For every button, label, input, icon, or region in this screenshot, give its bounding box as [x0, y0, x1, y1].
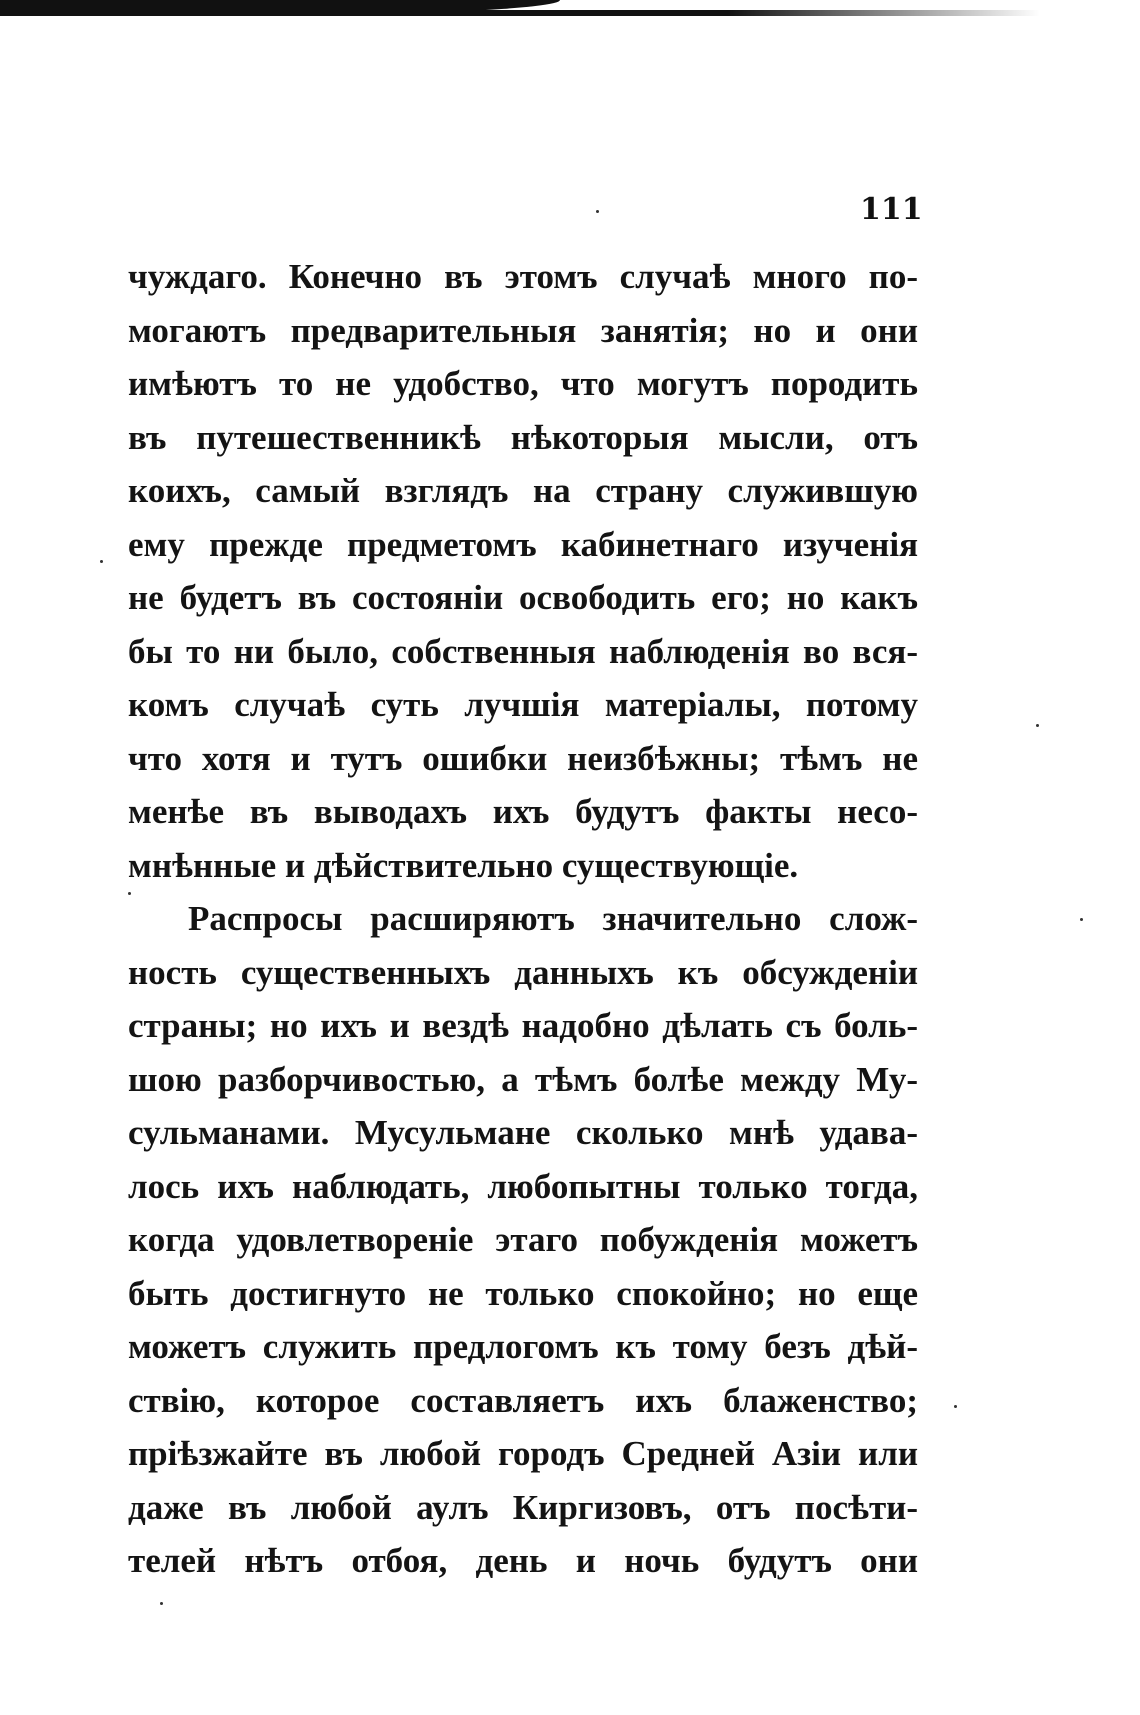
body-text: [128, 250, 918, 1588]
text-line: коихъ, самый взглядъ на страну служившую: [128, 471, 918, 510]
text-line: комъ случаѣ суть лучшія матеріалы, потому: [128, 685, 918, 724]
text-line: не будетъ въ состояніи освободить его; но какъ: [128, 578, 918, 617]
paragraph-1: [128, 250, 918, 892]
text-line: ему прежде предметомъ кабинетнаго изученія: [128, 524, 918, 564]
print-speck: [100, 560, 103, 563]
paragraph-2: [128, 892, 918, 1588]
text-line: Распросы расширяютъ значительно слож-: [188, 899, 918, 938]
print-speck: [1036, 724, 1039, 727]
text-line: когда удовлетвореніе этаго побужденія можетъ: [128, 1220, 918, 1259]
text-line: въ путешественникѣ нѣкоторыя мысли, отъ: [128, 417, 918, 457]
print-speck: [954, 1405, 957, 1408]
text-line: быть достигнуто не только спокойно; но еще: [128, 1273, 918, 1313]
text-line: бы то ни было, собственныя наблюденія во вся-: [128, 631, 918, 671]
print-speck: [596, 210, 599, 213]
text-line: страны; но ихъ и вездѣ надобно дѣлать съ боль-: [128, 1006, 918, 1045]
text-line: ность существенныхъ данныхъ къ обсужденіи: [128, 952, 918, 992]
text-line: можетъ служить предлогомъ къ тому безъ дѣй-: [128, 1327, 918, 1366]
text-line: лось ихъ наблюдать, любопытны только тогда,: [128, 1166, 918, 1206]
print-speck: [1080, 918, 1083, 921]
text-line: что хотя и тутъ ошибки неизбѣжны; тѣмъ не: [128, 738, 918, 778]
text-line: пріѣзжайте въ любой городъ Средней Азіи или: [128, 1434, 918, 1473]
text-line: могаютъ предварительныя занятія; но и они: [128, 310, 918, 350]
text-line: шою разборчивостью, а тѣмъ болѣе между Му-: [128, 1059, 918, 1099]
text-line: чуждаго. Конечно въ этомъ случаѣ много по-: [128, 257, 918, 296]
top-edge-rule-thin: [0, 10, 1040, 16]
text-line: телей нѣтъ отбоя, день и ночь будутъ они: [128, 1541, 918, 1580]
text-line: мнѣнные и дѣйствительно существующіе.: [128, 845, 799, 885]
print-speck: [160, 1602, 163, 1605]
text-line: сульманами. Мусульмане сколько мнѣ удава-: [128, 1113, 918, 1152]
page-number: 111: [860, 192, 923, 227]
text-line: даже въ любой аулъ Киргизовъ, отъ посѣти-: [128, 1487, 918, 1527]
text-line: менѣе въ выводахъ ихъ будутъ факты несо-: [128, 792, 918, 831]
text-line: имѣютъ то не удобство, что могутъ породить: [128, 364, 918, 403]
text-line: ствію, которое составляетъ ихъ блаженство;: [128, 1380, 918, 1420]
print-speck: [128, 892, 131, 895]
